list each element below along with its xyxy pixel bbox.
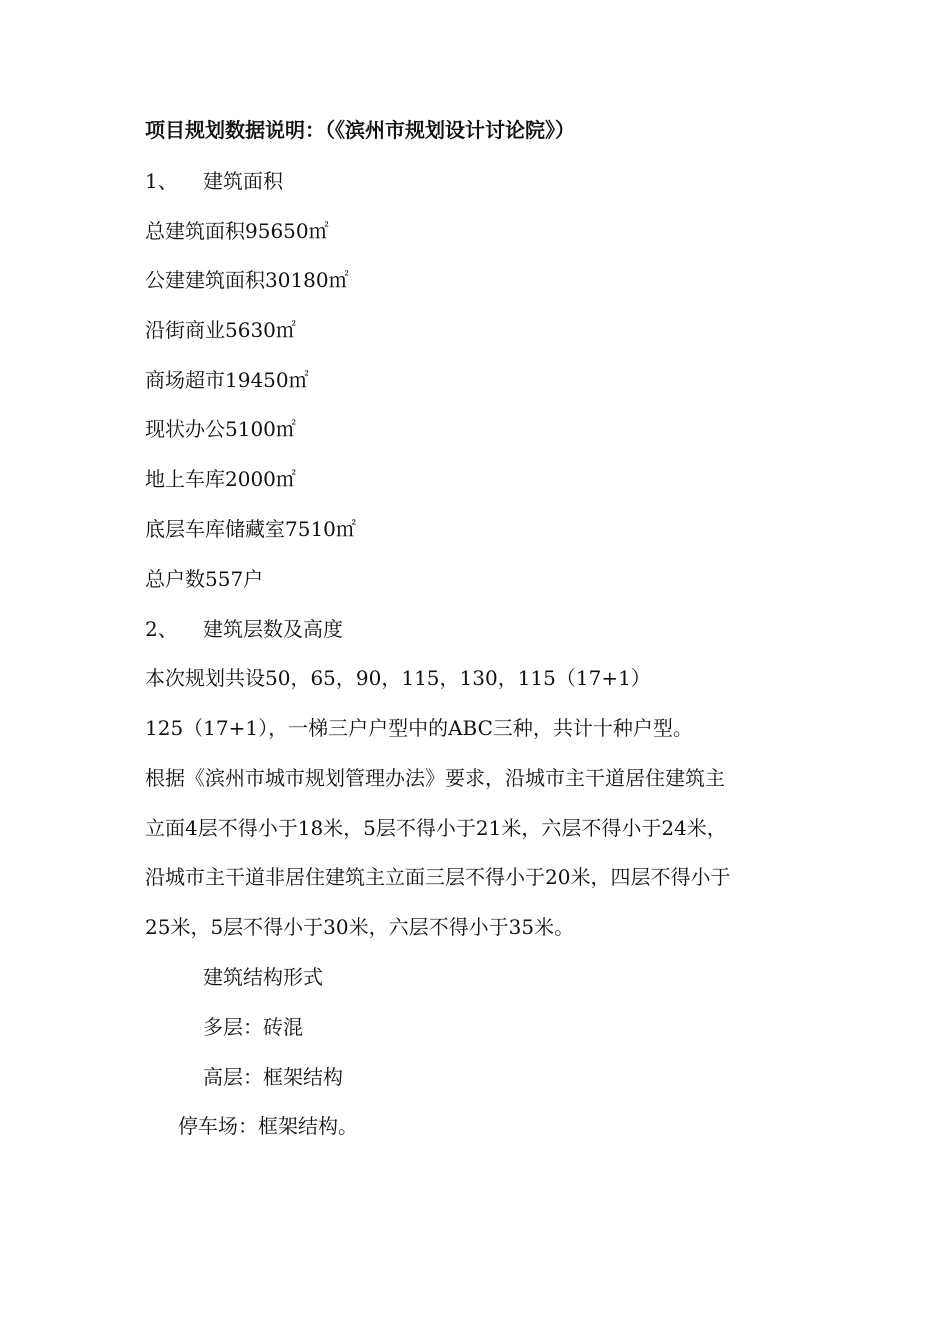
section-1-heading [145,168,283,194]
paragraph-line: 根据《滨州市城市规划管理办法》要求，沿城市主干道居住建筑主 [145,766,725,790]
area-supermarket: 商场超市19450㎡ [145,368,309,392]
area-basement-garage: 底层车库储藏室7510㎡ [145,517,356,541]
paragraph-line: 25米，5层不得小于30米，六层不得小于35米。 [145,915,575,939]
section-2-heading [145,616,343,642]
structure-high-rise: 高层：框架结构 [203,1065,343,1089]
area-ground-garage: 地上车库2000㎡ [145,467,296,491]
structure-heading: 建筑结构形式 [203,965,323,989]
section-2-title: 建筑层数及高度 [203,617,343,641]
paragraph-line: 本次规划共设50，65，90，115，130，115（17+1） [145,666,651,690]
structure-parking: 停车场：框架结构。 [178,1114,358,1138]
total-households: 总户数557户 [145,567,264,591]
paragraph-line: 沿城市主干道非居住建筑主立面三层不得小于20米，四层不得小于 [145,865,731,889]
area-public: 公建建筑面积30180㎡ [145,268,349,292]
paragraph-line: 125（17+1），一梯三户户型中的ABC三种，共计十种户型。 [145,716,693,740]
paragraph-line: 立面4层不得小于18米，5层不得小于21米，六层不得小于24米， [145,816,727,840]
section-2-number: 2、 [145,617,178,641]
area-total: 总建筑面积95650㎡ [145,219,329,243]
area-street-commercial: 沿街商业5630㎡ [145,318,296,342]
area-office: 现状办公5100㎡ [145,417,296,441]
structure-multi-storey: 多层：砖混 [203,1015,303,1039]
document-title: 项目规划数据说明：（《滨州市规划设计讨论院》） [145,118,575,142]
section-1-number: 1、 [145,169,178,193]
section-1-title: 建筑面积 [203,169,283,193]
